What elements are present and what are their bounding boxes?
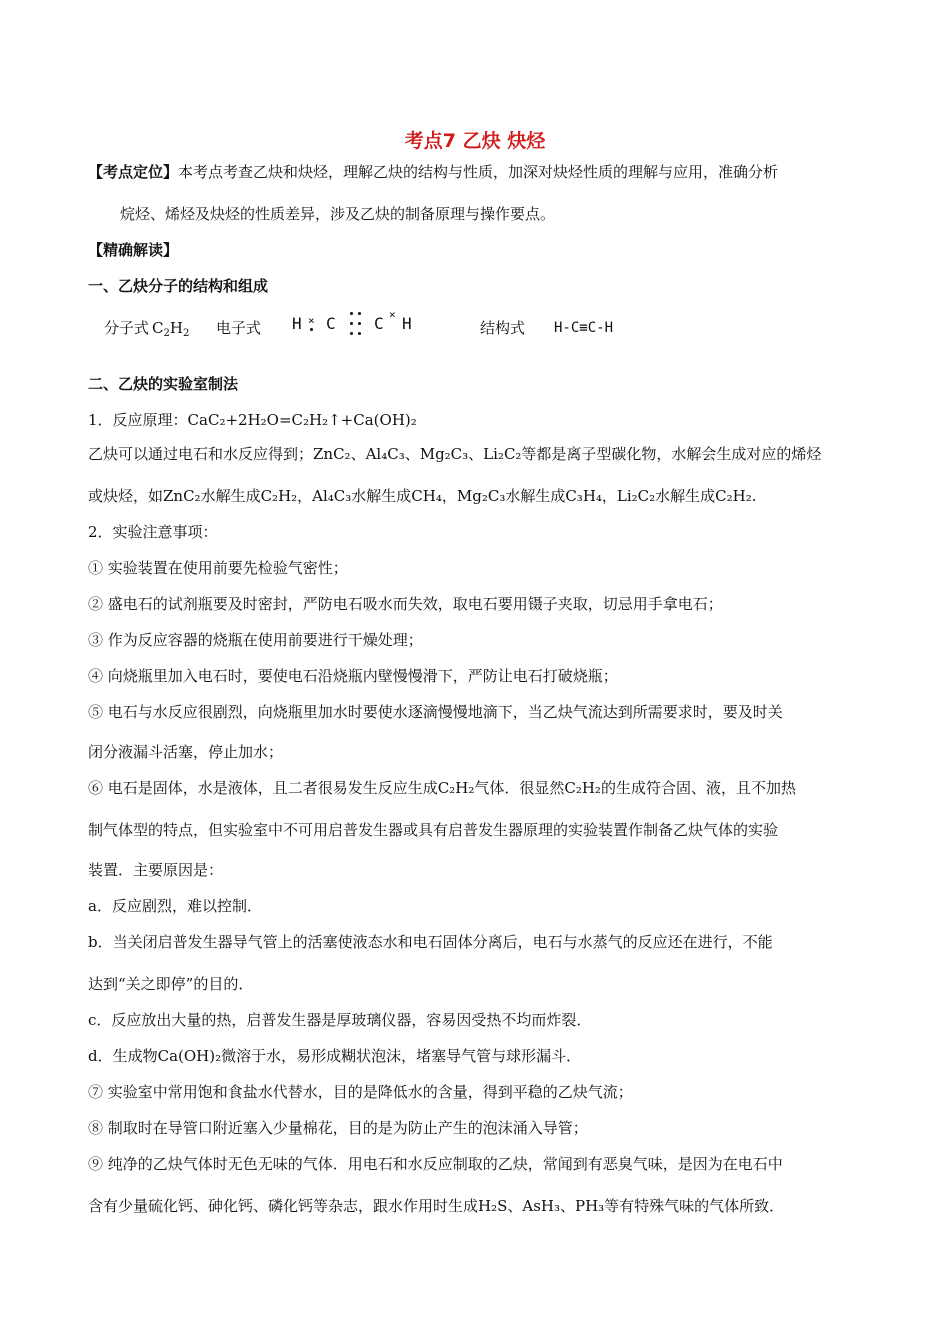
formula-value: $C_2H_2$	[152, 319, 190, 339]
item-5b: 闭分液漏斗活塞，停止加水；	[88, 743, 284, 761]
reason-c: c．反应放出大量的热，启普发生器是厚玻璃仪器，容易因受热不均而炸裂．	[88, 1011, 592, 1029]
reason-b1: b．当关闭启普发生器导气管上的活塞使液态水和电石固体分离后，电石与水蒸气的反应还在进行，不能	[88, 933, 773, 951]
ef-h1: H	[292, 314, 302, 333]
item-2: ② 盛电石的试剂瓶要及时密封，严防电石吸水而失效，取电石要用镊子夹取，切忌用手拿电石；	[88, 595, 723, 613]
reason-a: a．反应剧烈，难以控制．	[88, 897, 262, 915]
ef-dot	[358, 322, 361, 325]
structure-value: H-C≡C-H	[554, 320, 614, 336]
intro-line-1	[88, 162, 778, 182]
item-9a: ⑨ 纯净的乙炔气体时无色无味的气体．用电石和水反应制取的乙炔，常闻到有恶臭气味，是因为在电石中	[88, 1155, 783, 1173]
item-6c: 装置．主要原因是：	[88, 861, 224, 879]
electron-formula	[288, 310, 428, 344]
ef-dot	[350, 312, 353, 315]
reason-d: d．生成物Ca(OH)₂微溶于水，易形成糊状泡沫，堵塞导气管与球形漏斗．	[88, 1047, 582, 1065]
ef-dot	[350, 332, 353, 335]
ef-c2: C	[374, 314, 384, 333]
reason-b2: 达到“关之即停”的目的．	[88, 975, 254, 993]
item-3: ③ 作为反应容器的烧瓶在使用前要进行干燥处理；	[88, 631, 423, 649]
item-5a: ⑤ 电石与水反应很剧烈，向烧瓶里加水时要使水逐滴慢慢地滴下，当乙炔气流达到所需要求时，要及时关	[88, 703, 783, 721]
ef-dot	[310, 328, 313, 331]
ef-dot	[358, 332, 361, 335]
page-title: 考点7 乙炔 炔烃	[404, 130, 546, 152]
ef-x1: ×	[308, 314, 315, 327]
s2-heading: 二、乙炔的实验室制法	[88, 375, 239, 393]
formula-label: 分子式	[104, 319, 150, 337]
s2-p1: 1．反应原理：CaC₂+2H₂O=C₂H₂↑+Ca(OH)₂	[88, 411, 417, 429]
structure-label: 结构式	[480, 319, 526, 337]
s2-p2a: 乙炔可以通过电石和水反应得到；ZnC₂、Al₄C₃、Mg₂C₃、Li₂C₂等都是离子型碳化物，水解会生成对应的烯烃	[88, 445, 822, 463]
item-6a: ⑥ 电石是固体，水是液体，且二者很易发生反应生成C₂H₂气体．很显然C₂H₂的生成符合固、液，且不加热	[88, 779, 796, 797]
ef-dot	[350, 322, 353, 325]
intro-label: 【考点定位】	[88, 163, 179, 181]
item-6b: 制气体型的特点，但实验室中不可用启普发生器或具有启普发生器原理的实验装置作制备乙炔气体的实验	[88, 821, 779, 839]
section-label: 【精确解读】	[88, 241, 179, 259]
s2-p3: 2．实验注意事项：	[88, 523, 218, 541]
intro-line-2: 烷烃、烯烃及炔烃的性质差异，涉及乙炔的制备原理与操作要点。	[120, 205, 556, 223]
ef-dot	[358, 312, 361, 315]
item-4: ④ 向烧瓶里加入电石时，要使电石沿烧瓶内壁慢慢滑下，严防让电石打破烧瓶；	[88, 667, 618, 685]
item-1: ① 实验装置在使用前要先检验气密性；	[88, 559, 348, 577]
s2-p2b: 或炔烃，如ZnC₂水解生成C₂H₂，Al₄C₃水解生成CH₄，Mg₂C₃水解生成C₃H₄，Li₂C₂水解生成C₂H₂.	[88, 487, 757, 505]
s1-heading: 一、乙炔分子的结构和组成	[88, 277, 269, 295]
ef-x2: ×	[389, 308, 396, 321]
electron-label: 电子式	[216, 319, 262, 337]
item-7: ⑦ 实验室中常用饱和食盐水代替水，目的是降低水的含量，得到平稳的乙炔气流；	[88, 1083, 633, 1101]
ef-h2: H	[402, 314, 412, 333]
item-8: ⑧ 制取时在导管口附近塞入少量棉花，目的是为防止产生的泡沫涌入导管；	[88, 1119, 588, 1137]
item-9b: 含有少量硫化钙、砷化钙、磷化钙等杂志，跟水作用时生成H₂S、AsH₃、PH₃等有特殊气味的气体所致．	[88, 1197, 785, 1215]
ef-c1: C	[326, 314, 336, 333]
intro-text-1: 本考点考查乙炔和炔烃，理解乙炔的结构与性质，加深对炔烃性质的理解与应用，准确分析	[178, 163, 779, 181]
